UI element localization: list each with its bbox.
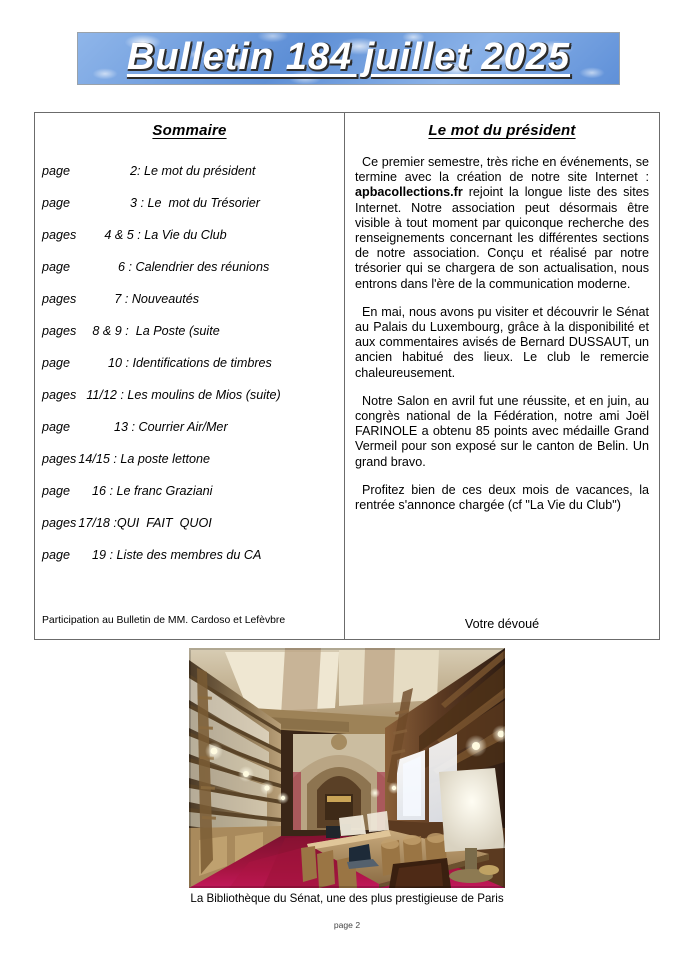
sommaire-entry [35,187,344,219]
page-title: Bulletin 184 juillet 2025 [126,36,571,78]
sommaire-entry-detail: 7 : Nouveautés [114,292,200,306]
website-name: apbacollections.fr [355,185,463,200]
sommaire-entry-label: pages [42,228,77,242]
sommaire-entry-label: page [42,164,71,178]
president-message-column [345,113,659,639]
sommaire-entry-label: pages [42,516,77,530]
sommaire-entry [35,379,344,411]
sommaire-entry-label: pages [42,388,77,402]
sommaire-column [35,113,345,639]
sommaire-entry-detail: 8 & 9 : La Poste (suite [92,324,220,338]
sommaire-entry-label: pages [42,292,77,306]
president-paragraph: En mai, nous avons pu visiter et découvrir le Sénat au Palais du Luxembourg, grâce à la disponibilité et aux commentaires avisés de Bernard DUSSAUT, un ancien habitué des lieux. Le club le remercie chaleureusement. [355,304,649,380]
sommaire-entry [35,475,344,507]
sommaire-entry-detail: 10 : Identifications de timbres [108,356,272,370]
sommaire-entry-detail: 6 : Calendrier des réunions [118,260,270,274]
sommaire-entry [35,219,344,251]
sommaire-entry [35,155,344,187]
sommaire-entry-detail: 16 : Le franc Graziani [92,484,213,498]
president-message-body [345,155,659,513]
sommaire-entry-detail: 11/12 : Les moulins de Mios (suite) [86,388,281,402]
president-paragraph: Notre Salon en avril fut une réussite, et en juin, au congrès national de la Fédération, notre ami Joël FARINOLE a obtenu 85 points avec médaille Grand Vermeil pour son exposé sur le canton de Belin. Un grand bravo. [355,393,649,469]
paragraph-lead-text: Ce premier semestre, très riche en événements, se termine avec la création de notre site Internet : [355,155,649,185]
sommaire-entry-label: page [42,420,71,434]
sommaire-entry [35,411,344,443]
sommaire-entry-label: page [42,196,71,210]
sommaire-entry [35,315,344,347]
page-footer: page 2 [333,920,361,930]
sommaire-entry [35,443,344,475]
sommaire-entry-label: page [42,260,71,274]
bulletin-title-banner [77,32,620,85]
sommaire-entry [35,539,344,571]
sommaire-heading: Sommaire [152,122,227,139]
sommaire-entry-label: page [42,484,71,498]
sommaire-entry-detail: 3 : Le mot du Trésorier [130,196,260,210]
senat-library-photo [189,648,505,888]
sommaire-entry-detail: 13 : Courrier Air/Mer [114,420,228,434]
sommaire-entry-label: pages [42,324,77,338]
paragraph-rest-text: rejoint la longue liste des sites Internet. Notre association peut désormais être visible à tout moment par quiconque recherche des renseignements concernant les différentes sections de notre association. Conçu et réalisé par notre trésorier qui se chargera de son actualisation, nous entrons dans l'ère de la communication moderne. [355,185,649,291]
sommaire-entry-label: page [42,356,71,370]
participation-note: Participation au Bulletin de MM. Cardoso et Lefèvbre [42,615,286,626]
sommaire-entry-detail: 17/18 :QUI FAIT QUOI [78,516,212,530]
sommaire-entry [35,507,344,539]
sommaire-entry-detail: 14/15 : La poste lettone [78,452,210,466]
sommaire-entry-label: pages [42,452,77,466]
content-table [34,112,660,640]
president-paragraph: Profitez bien de ces deux mois de vacances, la rentrée s'annonce chargée (cf "La Vie du Club") [355,482,649,513]
president-paragraph [345,155,659,292]
sommaire-entry [35,283,344,315]
sommaire-list [35,155,344,571]
photo-caption: La Bibliothèque du Sénat, une des plus prestigieuse de Paris [190,892,504,905]
sommaire-entry-detail: 4 & 5 : La Vie du Club [104,228,227,242]
sommaire-entry [35,251,344,283]
sommaire-entry [35,347,344,379]
sommaire-entry-label: page [42,548,71,562]
sommaire-entry-detail: 2: Le mot du président [130,164,256,178]
sommaire-entry-detail: 19 : Liste des membres du CA [92,548,262,562]
president-heading: Le mot du président [428,122,576,139]
president-signature: Votre dévoué [464,617,540,631]
